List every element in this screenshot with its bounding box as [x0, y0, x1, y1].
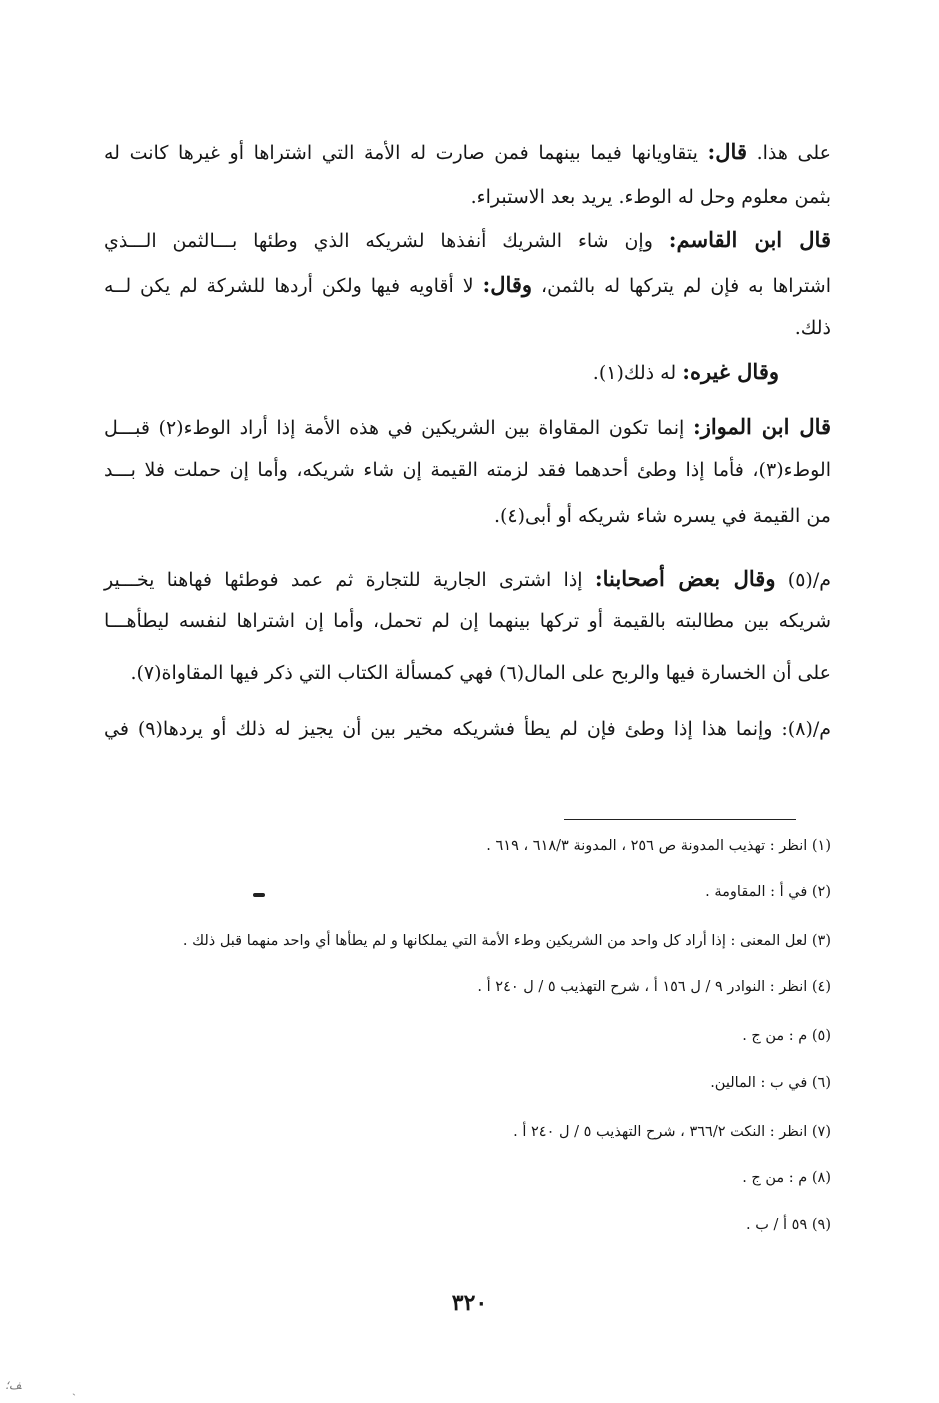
body-line-1: على هذا. قال: يتقاويانها فيما بينهما فمن صارت له الأمة التي اشتراها أو غيرها كانت له — [104, 139, 831, 164]
ink-mark — [253, 893, 265, 897]
body-line-13: م/(٨): وإنما هذا إذا وطئ فإن لم يطأ فشريكه مخير بين أن يجيز له ذلك أو يردها(٩) في — [104, 718, 832, 740]
footnote-2: (٢) في أ : المقاومة . — [705, 884, 831, 900]
speaker-label: وقال غيره: — [682, 359, 779, 384]
body-line-9: من القيمة في يسره شاء شريكه أو أبى(٤). — [493, 505, 831, 527]
footnote-divider — [564, 819, 796, 820]
speaker-label: قال ابن القاسم: — [668, 227, 831, 252]
body-line-2: بثمن معلوم وحل له الوطء. يريد بعد الاستبراء. — [470, 186, 831, 208]
body-line-7: قال ابن المواز: إنما تكون المقاواة بين الشريكين في هذه الأمة إذا أراد الوطء(٢) قبـــل — [104, 414, 832, 439]
body-line-12: على أن الخسارة فيها والربح على المال(٦) فهي كمسألة الكتاب التي ذكر فيها المقاواة(٧). — [130, 662, 831, 684]
page-number: ٣٢٠ — [451, 1290, 488, 1316]
body-line-4: اشتراها به فإن لم يتركها له بالثمن، وقال: لا أقاويه فيها ولكن أردها للشركة لم يكن لــه — [104, 272, 832, 297]
footnote-5: (٥) م : من ج . — [742, 1028, 831, 1044]
speaker-label: قال: — [707, 139, 747, 164]
footnote-6: (٦) في ب : المالين. — [710, 1075, 831, 1091]
footnote-8: (٨) م : من ج . — [742, 1170, 831, 1186]
scan-edge-mark: ˏ — [72, 1382, 76, 1396]
speaker-label: وقال: — [482, 272, 533, 297]
footnote-3: (٣) لعل المعنى : إذا أراد كل واحد من الشريكين وطء الأمة التي يملكانها و لم يطأها أي واحد منهما قبل ذلك . — [182, 933, 831, 949]
speaker-label: وقال بعض أصحابنا: — [594, 566, 776, 591]
body-line-8: الوطء(٣)، فأما إذا وطئ أحدهما فقد لزمته القيمة إن شاء شريكه، وأما إن حملت فلا بـــد — [104, 459, 831, 481]
speaker-label: قال ابن المواز: — [692, 414, 832, 439]
body-line-10: م/(٥) وقال بعض أصحابنا: إذا اشترى الجارية للتجارة ثم عمد فوطئها فهاهنا يخـــير — [104, 566, 831, 591]
footnote-1: (١) انظر : تهذيب المدونة ص ٢٥٦ ، المدونة ٦١٨/٣ ، ٦١٩ . — [486, 838, 831, 854]
body-line-11: شريكه بين مطالبته بالقيمة أو تركها بينهما إن لم تحمل، وأما إن اشتراها لنفسه ليطأهـــا — [104, 610, 831, 632]
body-line-6: وقال غيره: له ذلك(١). — [592, 359, 779, 384]
body-line-5: ذلك. — [794, 317, 831, 339]
footnote-9: (٩) ٥٩ أ / ب . — [746, 1217, 831, 1233]
footnote-7: (٧) انظر : النكت ٣٦٦/٢ ، شرح التهذيب ٥ / ل ٢٤٠ أ . — [513, 1124, 831, 1140]
scan-edge-mark: ﻒ؛ — [5, 1378, 22, 1392]
footnote-4: (٤) انظر : النوادر ٩ / ل ١٥٦ أ ، شرح التهذيب ٥ / ل ٢٤٠ أ . — [477, 979, 831, 995]
body-line-3: قال ابن القاسم: وإن شاء الشريك أنفذها لشريكه الذي وطئها بـــالثمن الـــذي — [104, 227, 831, 252]
